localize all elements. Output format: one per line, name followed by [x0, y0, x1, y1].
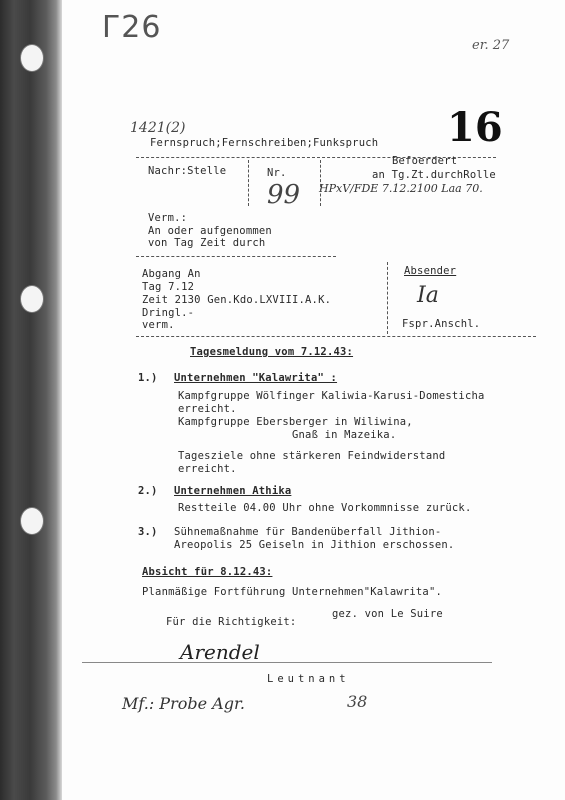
item1-line: Kampfgruppe Wölfinger Kaliwia-Karusi-Domesticha: [178, 390, 485, 402]
bottom-page-number: 38: [347, 692, 368, 711]
item-number: 3.): [138, 526, 158, 538]
handwritten-reference: 1421(2): [130, 120, 186, 136]
item2-title: Unternehmen Athika: [174, 485, 292, 497]
page-number: 16: [447, 104, 503, 151]
item3-line: Sühnemaßnahme für Bandenüberfall Jithion-: [174, 526, 442, 538]
signature: Arendel: [180, 640, 260, 664]
dringl-label: Dringl.-: [142, 307, 195, 319]
item1-line: erreicht.: [178, 463, 237, 475]
item2-line: Restteile 04.00 Uhr ohne Vorkommnisse zurück.: [178, 502, 472, 514]
punch-hole: [20, 285, 44, 313]
message-title: Tagesmeldung vom 7.12.43:: [190, 346, 354, 358]
an-tag-zt-label: an Tg.Zt.durchRolle: [372, 169, 496, 181]
an-oder-label: An oder aufgenommen: [148, 225, 272, 237]
divider: [320, 160, 321, 206]
richtigkeit-label: Für die Richtigkeit:: [166, 616, 297, 628]
absicht-title: Absicht für 8.12.43:: [142, 566, 273, 578]
divider: [82, 662, 492, 663]
item1-line: Kampfgruppe Ebersberger in Wiliwina,: [178, 416, 413, 428]
nr-label: Nr.: [267, 167, 287, 179]
form-header: Fernspruch;Fernschreiben;Funkspruch: [150, 137, 379, 149]
item1-title: Unternehmen "Kalawrita" :: [174, 372, 338, 384]
punch-hole: [20, 507, 44, 535]
nr-value: 99: [267, 180, 301, 210]
fspr-anschl-label: Fspr.Anschl.: [402, 318, 481, 330]
absicht-line: Planmäßige Fortführung Unternehmen"Kalawrita".: [142, 586, 442, 598]
absender-handwritten: Ia: [417, 283, 439, 308]
divider: [136, 336, 536, 337]
befoerdert-label: Befoerdert: [392, 155, 458, 167]
verm2-label: verm.: [142, 319, 175, 331]
item-number: 1.): [138, 372, 158, 384]
divider: [136, 256, 336, 257]
item1-line: Gnaß in Mazeika.: [292, 429, 397, 441]
item1-line: Tagesziele ohne stärkeren Feindwiderstand: [178, 450, 446, 462]
item-number: 2.): [138, 485, 158, 497]
handwritten-note: Mf.: Probe Agr.: [122, 694, 245, 713]
item1-line: erreicht.: [178, 403, 237, 415]
document-page: [62, 0, 565, 800]
divider: [387, 262, 388, 334]
rank-label: Leutnant: [267, 673, 350, 685]
archive-mark-top-left: Г26: [102, 10, 162, 45]
item3-line: Areopolis 25 Geiseln in Jithion erschossen.: [174, 539, 455, 551]
routing-handwritten: HPxV/FDE 7.12.2100 Laa 70.: [319, 182, 483, 195]
verm-label: Verm.:: [148, 212, 188, 224]
archive-mark-top-right: er. 27: [472, 38, 510, 53]
divider: [248, 160, 249, 206]
zeit-value: Zeit 2130 Gen.Kdo.LXVIII.A.K.: [142, 294, 332, 306]
binding-strip: [0, 0, 62, 800]
absender-label: Absender: [404, 265, 457, 277]
signed-by: gez. von Le Suire: [332, 608, 443, 620]
tag-value: Tag 7.12: [142, 281, 195, 293]
von-tag-label: von Tag Zeit durch: [148, 237, 266, 249]
abgang-label: Abgang An: [142, 268, 201, 280]
nachr-stelle-label: Nachr:Stelle: [148, 165, 227, 177]
punch-hole: [20, 44, 44, 72]
